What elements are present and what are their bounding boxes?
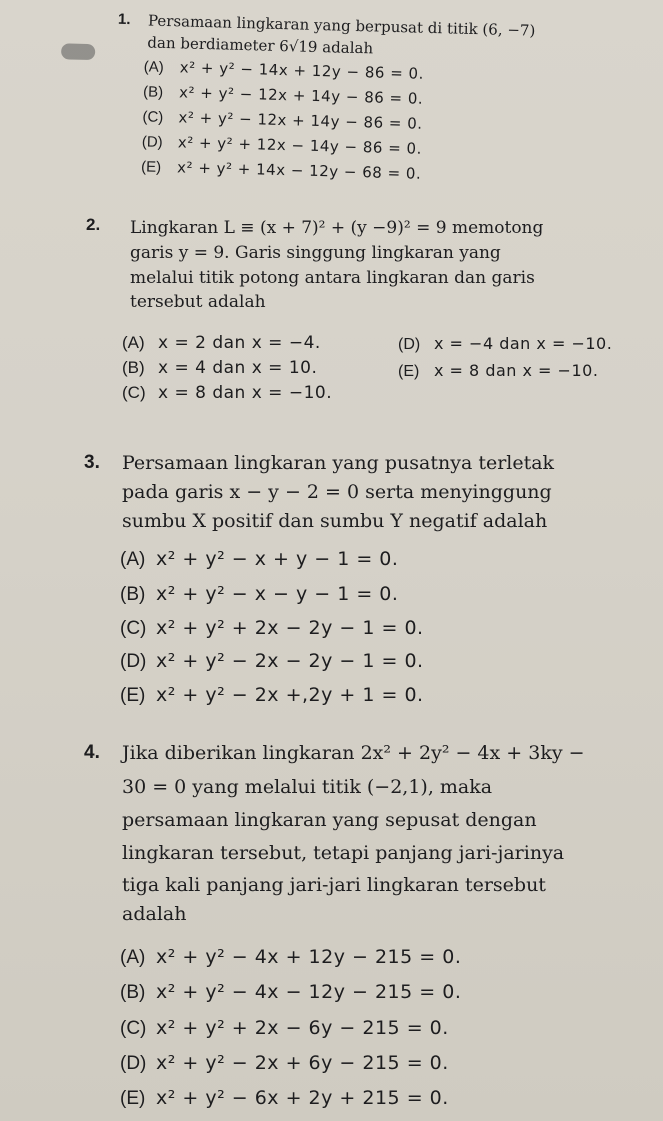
question-1-line-1: Persamaan lingkaran yang berpusat di titik (6, −7) xyxy=(147,11,536,40)
question-2-line-4: tersebut adalah xyxy=(130,292,266,312)
question-4-line-4: lingkaran tersebut, tetapi panjang jari-jarinya xyxy=(122,842,565,864)
question-1-option-b[interactable]: (B) x² + y² − 12x + 14y − 86 = 0. xyxy=(142,83,424,108)
question-3-option-c[interactable]: (C) x² + y² + 2x − 2y − 1 = 0. xyxy=(120,617,424,639)
question-4-option-b[interactable]: (B) x² + y² − 4x − 12y − 215 = 0. xyxy=(120,981,462,1003)
question-3-line-1: Persamaan lingkaran yang pusatnya terletak xyxy=(122,452,555,474)
stamp-mark xyxy=(61,43,95,60)
question-4-option-c[interactable]: (C) x² + y² + 2x − 6y − 215 = 0. xyxy=(120,1017,449,1039)
question-2-line-3: melalui titik potong antara lingkaran dan garis xyxy=(130,268,535,288)
question-4-option-e[interactable]: (E) x² + y² − 6x + 2y + 215 = 0. xyxy=(120,1087,449,1109)
question-2-line-1: Lingkaran L ≡ (x + 7)² + (y −9)² = 9 memotong xyxy=(130,218,544,238)
question-2-number: 2. xyxy=(86,215,101,234)
question-4-option-d[interactable]: (D) x² + y² − 2x + 6y − 215 = 0. xyxy=(120,1052,449,1074)
question-1 xyxy=(0,0,663,235)
question-3-option-e[interactable]: (E) x² + y² − 2x +,2y + 1 = 0. xyxy=(120,684,424,706)
question-2-option-c[interactable]: (C) x = 8 dan x = −10. xyxy=(122,383,333,403)
question-3-option-a[interactable]: (A) x² + y² − x + y − 1 = 0. xyxy=(120,548,399,570)
question-2-option-b[interactable]: (B) x = 4 dan x = 10. xyxy=(122,358,318,378)
question-1-option-a[interactable]: (A) x² + y² − 14x + 12y − 86 = 0. xyxy=(143,58,425,83)
question-3-option-b[interactable]: (B) x² + y² − x − y − 1 = 0. xyxy=(120,583,399,605)
question-1-option-e[interactable]: (E) x² + y² + 14x − 12y − 68 = 0. xyxy=(140,158,422,183)
question-4-number: 4. xyxy=(84,742,100,763)
question-2-option-a[interactable]: (A) x = 2 dan x = −4. xyxy=(122,333,321,353)
question-1-option-d[interactable]: (D) x² + y² + 12x − 14y − 86 = 0. xyxy=(141,133,423,158)
question-2-line-2: garis y = 9. Garis singgung lingkaran yang xyxy=(130,243,501,263)
question-4-line-5: tiga kali panjang jari-jari lingkaran tersebut xyxy=(122,874,546,896)
question-3-option-d[interactable]: (D) x² + y² − 2x − 2y − 1 = 0. xyxy=(120,650,424,672)
question-4-line-1: Jika diberikan lingkaran 2x² + 2y² − 4x + 3ky − xyxy=(122,742,585,764)
question-3-line-3: sumbu X positif dan sumbu Y negatif adalah xyxy=(122,510,548,532)
question-4-line-3: persamaan lingkaran yang sepusat dengan xyxy=(122,809,537,831)
question-4-line-6: adalah xyxy=(122,903,187,925)
question-1-number: 1. xyxy=(117,10,131,29)
question-2-option-d[interactable]: (D) x = −4 dan x = −10. xyxy=(398,334,613,353)
question-3-number: 3. xyxy=(84,452,100,473)
question-3-line-2: pada garis x − y − 2 = 0 serta menyinggung xyxy=(122,481,552,503)
question-4-line-2: 30 = 0 yang melalui titik (−2,1), maka xyxy=(122,776,493,798)
question-2-option-e[interactable]: (E) x = 8 dan x = −10. xyxy=(398,361,599,380)
question-1-line-2: dan berdiameter 6√19 adalah xyxy=(147,33,374,58)
question-1-option-c[interactable]: (C) x² + y² − 12x + 14y − 86 = 0. xyxy=(142,108,423,133)
question-4-option-a[interactable]: (A) x² + y² − 4x + 12y − 215 = 0. xyxy=(120,946,462,968)
